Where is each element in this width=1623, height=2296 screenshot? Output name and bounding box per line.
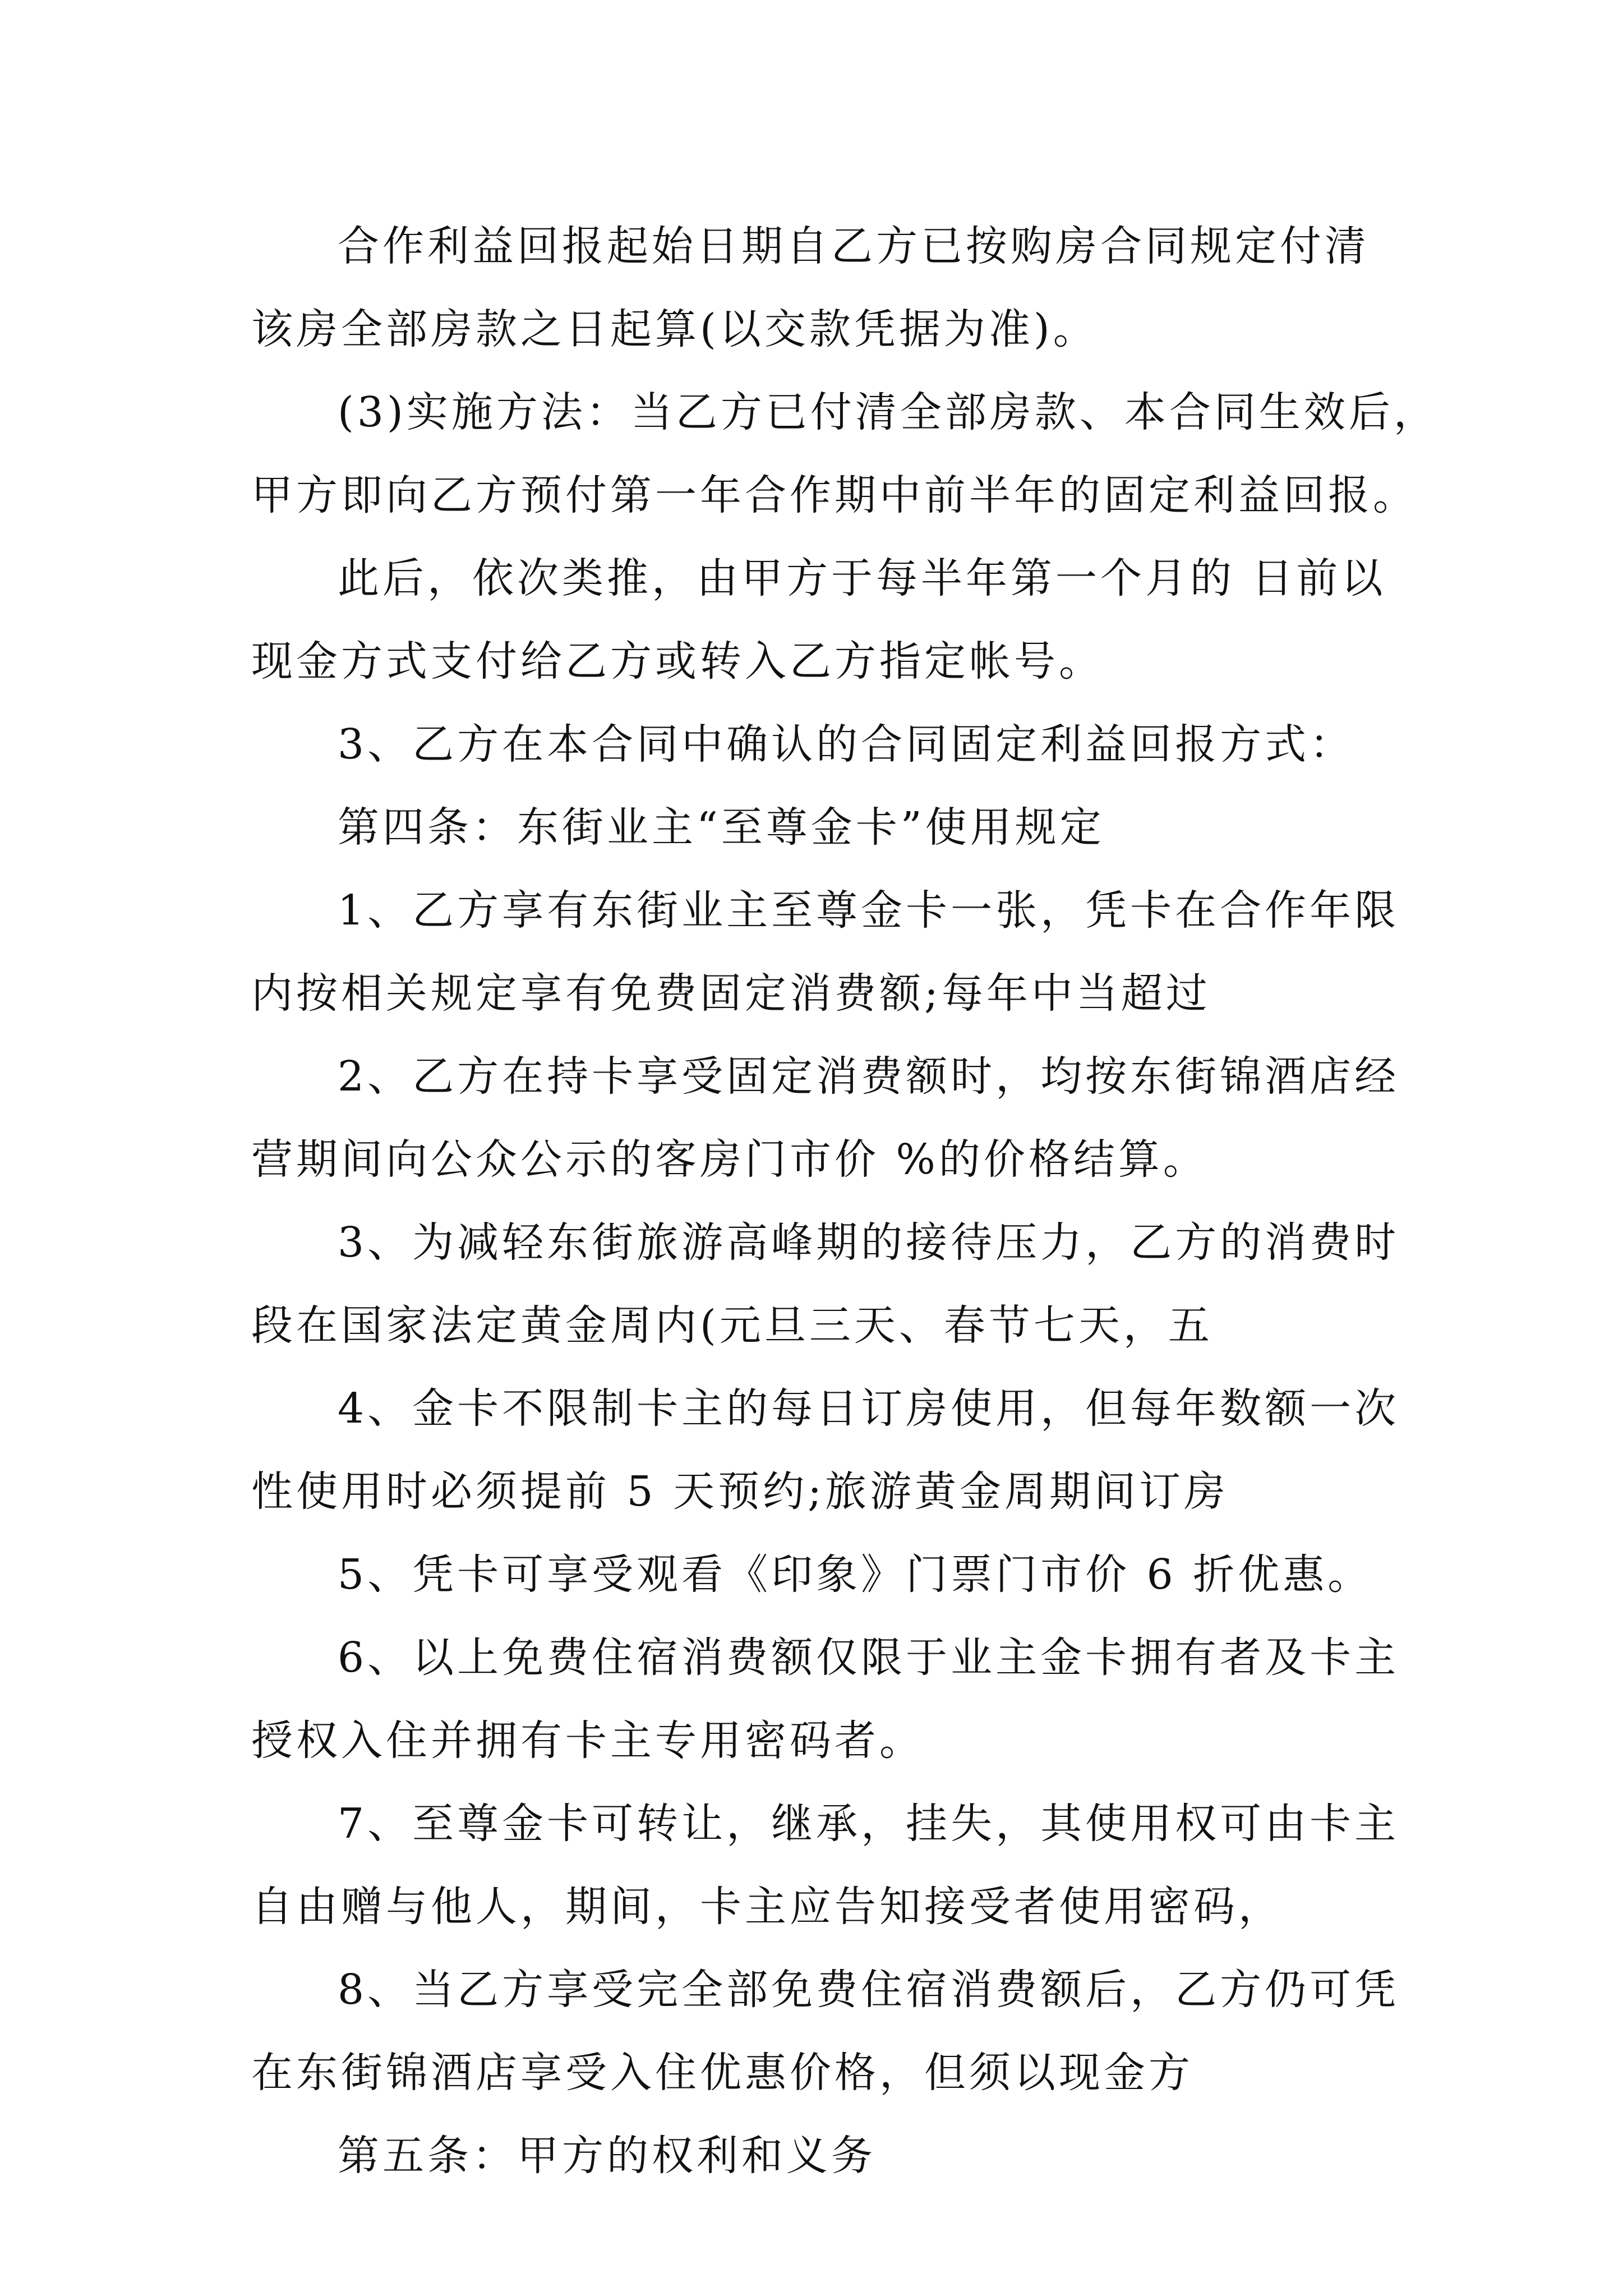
text-line: 在东街锦酒店享受入住优惠价格，但须以现金方 [251, 2049, 1193, 2097]
text-line: 4、金卡不限制卡主的每日订房使用，但每年数额一次 [338, 1384, 1400, 1433]
text-line: 该房全部房款之日起算(以交款凭据为准)。 [251, 305, 1098, 353]
text-line: 2、乙方在持卡享受固定消费额时，均按东街锦酒店经 [338, 1052, 1400, 1101]
section-heading: 第五条：甲方的权利和义务 [338, 2132, 876, 2180]
document-body [251, 205, 1438, 2197]
text-line: 8、当乙方享受完全部免费住宿消费额后，乙方仍可凭 [338, 1966, 1400, 2014]
text-line: 现金方式支付给乙方或转入乙方指定帐号。 [251, 637, 1104, 685]
text-line: (3)实施方法：当乙方已付清全部房款、本合同生效后， [338, 388, 1438, 436]
text-line: 7、至尊金卡可转让，继承，挂失，其使用权可由卡主 [338, 1800, 1400, 1848]
text-line: 6、以上免费住宿消费额仅限于业主金卡拥有者及卡主 [338, 1634, 1400, 1682]
text-line: 内按相关规定享有免费固定消费额;每年中当超过 [251, 969, 1211, 1018]
text-line: 5、凭卡可享受观看《印象》门票门市价 6 折优惠。 [338, 1550, 1373, 1599]
text-line: 3、乙方在本合同中确认的合同固定利益回报方式： [338, 720, 1355, 769]
text-line: 自由赠与他人，期间，卡主应告知接受者使用密码， [251, 1883, 1283, 1931]
text-line: 合作利益回报起始日期自乙方已按购房合同规定付清 [338, 222, 1370, 270]
text-line: 营期间向公众公示的客房门市价 %的价格结算。 [251, 1135, 1208, 1184]
text-line: 授权入住并拥有卡主专用密码者。 [251, 1717, 924, 1765]
text-line: 甲方即向乙方预付第一年合作期中前半年的固定利益回报。 [251, 471, 1418, 519]
text-line: 段在国家法定黄金周内(元旦三天、春节七天，五 [251, 1301, 1213, 1350]
text-line: 此后，依次类推，由甲方于每半年第一个月的 日前以 [338, 554, 1386, 602]
text-line: 3、为减轻东街旅游高峰期的接待压力，乙方的消费时 [338, 1218, 1400, 1267]
section-heading: 第四条：东街业主“至尊金卡”使用规定 [338, 803, 1105, 852]
text-line: 性使用时必须提前 5 天预约;旅游黄金周期间订房 [251, 1467, 1229, 1516]
text-line: 1、乙方享有东街业主至尊金卡一张，凭卡在合作年限 [338, 886, 1400, 935]
